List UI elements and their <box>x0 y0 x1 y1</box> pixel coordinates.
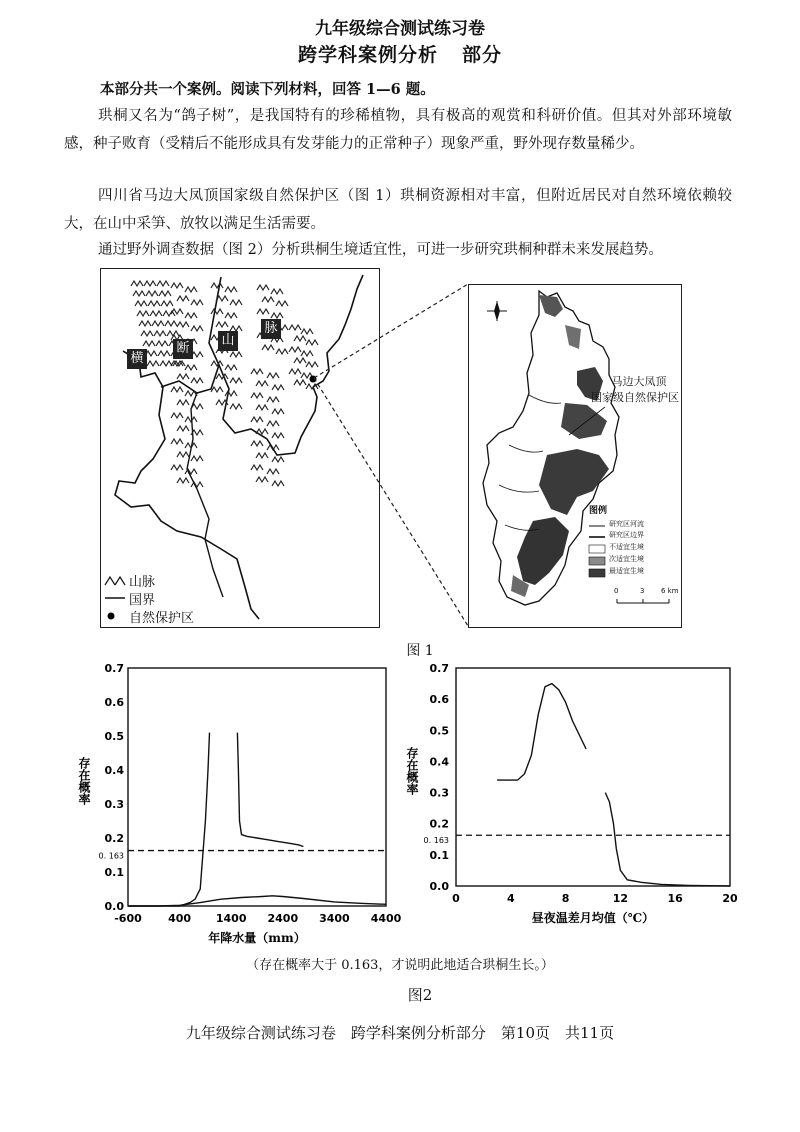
x-tick-label: 8 <box>561 892 570 905</box>
plot-frame <box>128 668 386 906</box>
x-axis-label: 年降水量（mm） <box>208 931 306 945</box>
range-label-1: 横 <box>127 349 147 369</box>
y-tick-label: 0.0 <box>104 900 124 913</box>
x-tick-label: 400 <box>168 912 192 925</box>
figure1-caption: 图 1 <box>406 643 434 659</box>
plot-frame <box>456 668 730 886</box>
threshold-label: 0. 163 <box>423 836 449 846</box>
legend-border-label: 国界 <box>129 593 156 608</box>
x-tick-label: 20 <box>722 892 738 905</box>
series-line <box>605 793 730 886</box>
scale-label-0: 0 <box>614 587 619 595</box>
y-tick-label: 0.5 <box>429 724 449 738</box>
scale-label-3: 3 <box>640 587 645 595</box>
inset-legend-item: 最适宜生境 <box>609 567 644 575</box>
y-axis-label: 存在概率 <box>405 747 419 795</box>
inset-label-1: 马边大凤顶 <box>611 375 667 388</box>
page-footer: 九年级综合测试练习卷 跨学科案例分析部分 第10页 共11页 <box>185 1024 615 1042</box>
series-line <box>237 733 303 847</box>
x-tick-label: 2400 <box>267 912 299 925</box>
y-tick-label: 0.1 <box>429 848 449 862</box>
page-title: 九年级综合测试练习卷 <box>315 19 485 39</box>
inset-legend-title: 图例 <box>589 506 608 516</box>
x-tick-label: -600 <box>114 912 142 925</box>
y-tick-label: 0.4 <box>429 755 449 769</box>
y-tick-label: 0.7 <box>429 662 449 675</box>
series-line <box>497 684 586 781</box>
paragraph-2: 四川省马边大凤顶国家级自然保护区（图 1）珙桐资源相对丰富，但附近居民对自然环境依赖较大，在山中采笋、放牧以满足生活需要。 <box>64 188 732 232</box>
inset-legend-item: 研究区边界 <box>609 531 644 539</box>
x-tick-label: 1400 <box>215 912 247 925</box>
legend-reserve-label: 自然保护区 <box>129 611 195 626</box>
series-line <box>128 896 386 906</box>
y-tick-label: 0.6 <box>104 696 124 709</box>
series-line <box>128 733 210 906</box>
scale-label-6: 6 km <box>661 587 679 595</box>
range-label-2: 断 <box>173 339 193 359</box>
range-label-3: 山 <box>218 331 238 351</box>
section-title-left: 跨学科案例分析 <box>297 44 438 66</box>
x-tick-label: 3400 <box>319 912 350 925</box>
y-tick-label: 0.2 <box>104 832 124 845</box>
section-title-right: 部分 <box>462 44 503 66</box>
x-tick-label: 16 <box>667 892 683 905</box>
x-tick-label: 4 <box>506 892 515 905</box>
figure2-caption: 图2 <box>407 986 433 1004</box>
y-tick-label: 0.6 <box>429 693 449 707</box>
paragraph-1: 珙桐又名为“鸽子树”，是我国特有的珍稀植物，具有极高的观赏和科研价值。但其对外部环境敏感，种子败育（受精后不能形成具有发芽能力的正常种子）现象严重，野外现存数量稀少。 <box>64 108 732 152</box>
figure2-note: （存在概率大于 0.163，才说明此地适合珙桐生长。） <box>246 958 554 973</box>
y-tick-label: 0.0 <box>429 880 449 893</box>
inset-label-2: 国家级自然保护区 <box>591 391 679 404</box>
threshold-label: 0. 163 <box>98 851 124 861</box>
y-tick-label: 0.5 <box>104 730 124 743</box>
x-axis-label: 昼夜温差月均值（℃） <box>531 911 655 925</box>
y-axis-label: 存在概率 <box>77 757 91 805</box>
paragraph-3: 通过野外调查数据（图 2）分析珙桐生境适宜性，可进一步研究珙桐种群未来发展趋势。 <box>98 242 663 258</box>
y-tick-label: 0.2 <box>429 817 449 831</box>
y-tick-label: 0.1 <box>104 866 124 879</box>
x-tick-label: 12 <box>612 892 629 905</box>
y-tick-label: 0.4 <box>104 764 124 777</box>
y-tick-label: 0.3 <box>104 798 124 811</box>
y-tick-label: 0.3 <box>429 786 449 800</box>
inset-legend-item: 研究区河流 <box>609 520 644 528</box>
x-tick-label: 4400 <box>370 912 402 925</box>
range-label-4: 脉 <box>261 319 281 339</box>
chart-2 <box>405 662 738 925</box>
inset-legend-item: 不适宜生境 <box>609 543 644 551</box>
y-tick-label: 0.7 <box>104 662 124 675</box>
x-tick-label: 0 <box>452 892 460 905</box>
legend-mountain-label: 山脉 <box>129 575 156 590</box>
intro-text: 本部分共一个案例。阅读下列材料，回答 1—6 题。 <box>100 81 435 98</box>
chart-1 <box>77 662 402 945</box>
inset-legend-item: 次适宜生境 <box>609 555 644 563</box>
